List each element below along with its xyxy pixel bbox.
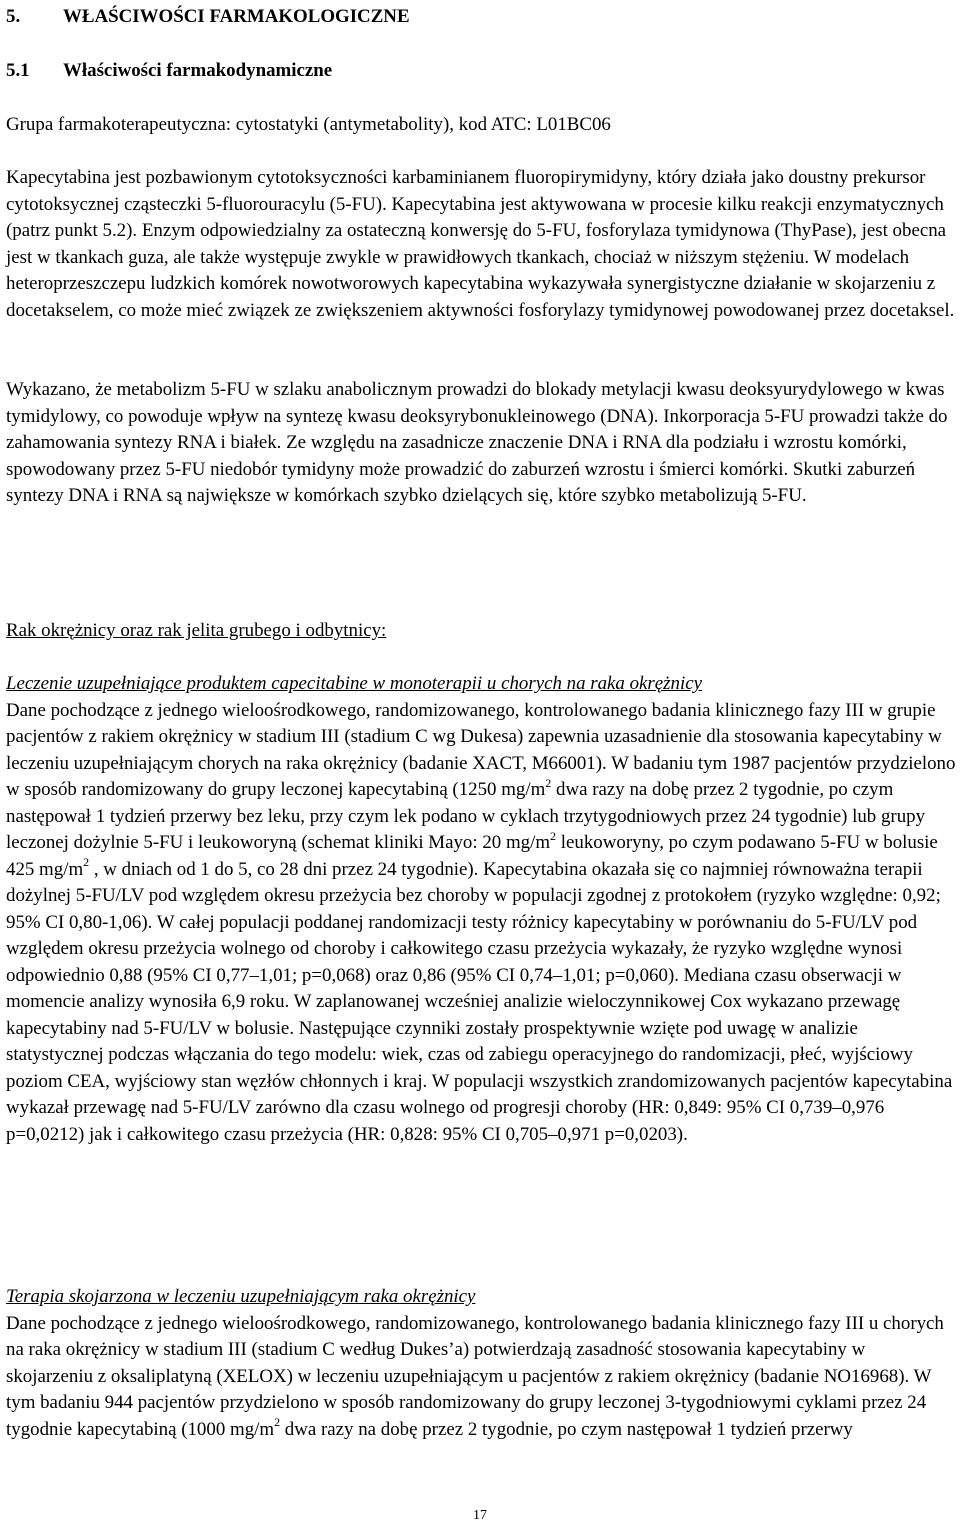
adjuvant-combo-section <box>6 1284 956 1443</box>
page-number: 17 <box>473 1508 487 1523</box>
adjuvant-mono-text-3: leukoworyny, po czym podawano 5-FU w bolusie 425 mg/m <box>6 832 938 880</box>
metabolism-paragraph: Wykazano, że metabolizm 5-FU w szlaku anabolicznym prowadzi do blokady metylacji kwasu deoksyurydylowego w kwas tymidylowy, co powoduje wpływ na syntezę kwasu deoksyrybonukleinowego (DNA). Inkorporacja 5-FU prowadzi także do zahamowania syntezy RNA i białek. Ze względu na zasadnicze znaczenie DNA i RNA dla podziału i wzrostu komórki, spowodowany przez 5-FU niedobór tymidyny może prowadzić do zaburzeń wzrostu i śmierci komórki. Skutki zaburzeń syntezy DNA i RNA są największe w komórkach szybko dzielących się, które szybko metabolizują 5-FU. <box>6 379 948 506</box>
colon-cancer-heading: Rak okrężnicy oraz rak jelita grubego i odbytnicy: <box>6 620 387 641</box>
adjuvant-combo-paragraph <box>6 1311 956 1444</box>
superscript-2: 2 <box>545 775 552 790</box>
superscript-2: 2 <box>550 828 557 843</box>
subsection-number: 5.1 <box>6 60 30 81</box>
superscript-2: 2 <box>83 855 90 870</box>
section-title: WŁAŚCIWOŚCI FARMAKOLOGICZNE <box>63 6 410 27</box>
adjuvant-mono-section <box>6 671 956 1148</box>
adjuvant-combo-text-1: Dane pochodzące z jednego wieloośrodkowego, randomizowanego, kontrolowanego badania klinicznego fazy III u chorych na raka okrężnicy w stadium III (stadium C według Dukes’a) potwierdzają zasadność stosowania kapecytabiny w skojarzeniu z oksaliplatyną (XELOX) w leczeniu uzupełniającym u pacjentów z rakiem okrężnicy (badanie NO16968). W tym badaniu 944 pacjentów przydzielono w sposób randomizowany do grupy leczonej 3-tygodniowymi cyklami przez 24 tygodnie kapecytabiną (1000 mg/m <box>6 1312 944 1440</box>
adjuvant-combo-text-2: dwa razy na dobę przez 2 tygodnie, po czym następował 1 tydzień przerwy <box>280 1418 853 1440</box>
section-number: 5. <box>6 6 21 27</box>
adjuvant-combo-heading: Terapia skojarzona w leczeniu uzupełniającym raka okrężnicy <box>6 1286 476 1307</box>
pharmacotherapeutic-group: Grupa farmakoterapeutyczna: cytostatyki (antymetabolity), kod ATC: L01BC06 <box>6 114 611 135</box>
section-heading <box>6 4 410 31</box>
subsection-heading <box>6 58 332 85</box>
mechanism-paragraph: Kapecytabina jest pozbawionym cytotoksyczności karbaminianem fluoropirymidyny, który działa jako doustny prekursor cytotoksycznej cząsteczki 5-fluorouracylu (5-FU). Kapecytabina jest aktywowana w procesie kilku reakcji enzymatycznych (patrz punkt 5.2). Enzym odpowiedzialny za ostateczną konwersję do 5-FU, fosforylaza tymidynowa (ThyPase), jest obecna jest w tkankach guza, ale także występuje zwykle w prawidłowych tkankach, chociaż w niższym stężeniu. W modelach heteroprzeszczepu ludzkich komórek nowotworowych kapecytabina wykazywała synergistyczne działanie w skojarzeniu z docetakselem, co może mieć związek ze zwiększeniem aktywności fosforylazy tymidynowej powodowanej przez docetaksel. <box>6 167 955 321</box>
superscript-2: 2 <box>274 1415 281 1430</box>
adjuvant-mono-heading: Leczenie uzupełniające produktem capecitabine w monoterapii u chorych na raka okrężnicy <box>6 673 702 694</box>
adjuvant-mono-text-2: dwa razy na dobę przez 2 tygodnie, po czym następował 1 tydzień przerwy bez leku, przy czym lek podano w cyklach trzytygodniowych przez 24 tygodnie) lub grupy leczonej dożylnie 5-FU i leukoworyną (schemat kliniki Mayo: 20 mg/m <box>6 779 926 853</box>
adjuvant-mono-paragraph <box>6 698 956 1149</box>
adjuvant-mono-text-1: Dane pochodzące z jednego wieloośrodkowego, randomizowanego, kontrolowanego badania klinicznego fazy III w grupie pacjentów z rakiem okrężnicy w stadium III (stadium C wg Dukesa) zapewnia uzasadnienie dla stosowania kapecytabiny w leczeniu uzupełniającym chorych na raka okrężnicy (badanie XACT, M66001). W badaniu tym 1987 pacjentów przydzielono w sposób randomizowany do grupy leczonej kapecytabiną (1250 mg/m <box>6 699 956 800</box>
adjuvant-mono-text-4: , w dniach od 1 do 5, co 28 dni przez 24 tygodnie). Kapecytabina okazała się co najmniej równoważna terapii dożylnej 5-FU/LV pod względem okresu przeżycia bez choroby w populacji zgodnej z protokołem (ryzyko względne: 0,92; 95% CI 0,80-1,06). W całej populacji poddanej randomizacji testy różnicy kapecytabiny w porównaniu do 5-FU/LV pod względem okresu przeżycia wolnego od choroby i całkowitego czasu przeżycia wykazały, że ryzyko względne wynosi odpowiednio 0,88 (95% CI 0,77–1,01; p=0,068) oraz 0,86 (95% CI 0,74–1,01; p=0,060). Mediana czasu obserwacji w momencie analizy wynosiła 6,9 roku. W zaplanowanej wcześniej analizie wieloczynnikowej Cox wykazano przewagę kapecytabiny nad 5-FU/LV w bolusie. Następujące czynniki zostały prospektywnie wzięte pod uwagę w analizie statystycznej podczas włączania do tego modelu: wiek, czas od zabiegu operacyjnego do randomizacji, płeć, wyjściowy poziom CEA, wyjściowy stan węzłów chłonnych i kraj. W populacji wszystkich zrandomizowanych pacjentów kapecytabina wykazał przewagę nad 5-FU/LV zarówno dla czasu wolnego od progresji choroby (HR: 0,849: 95% CI 0,739–0,976 p=0,0212) jak i całkowitego czasu przeżycia (HR: 0,828: 95% CI 0,705–0,971 p=0,0203). <box>6 858 953 1145</box>
subsection-title: Właściwości farmakodynamiczne <box>63 60 333 81</box>
